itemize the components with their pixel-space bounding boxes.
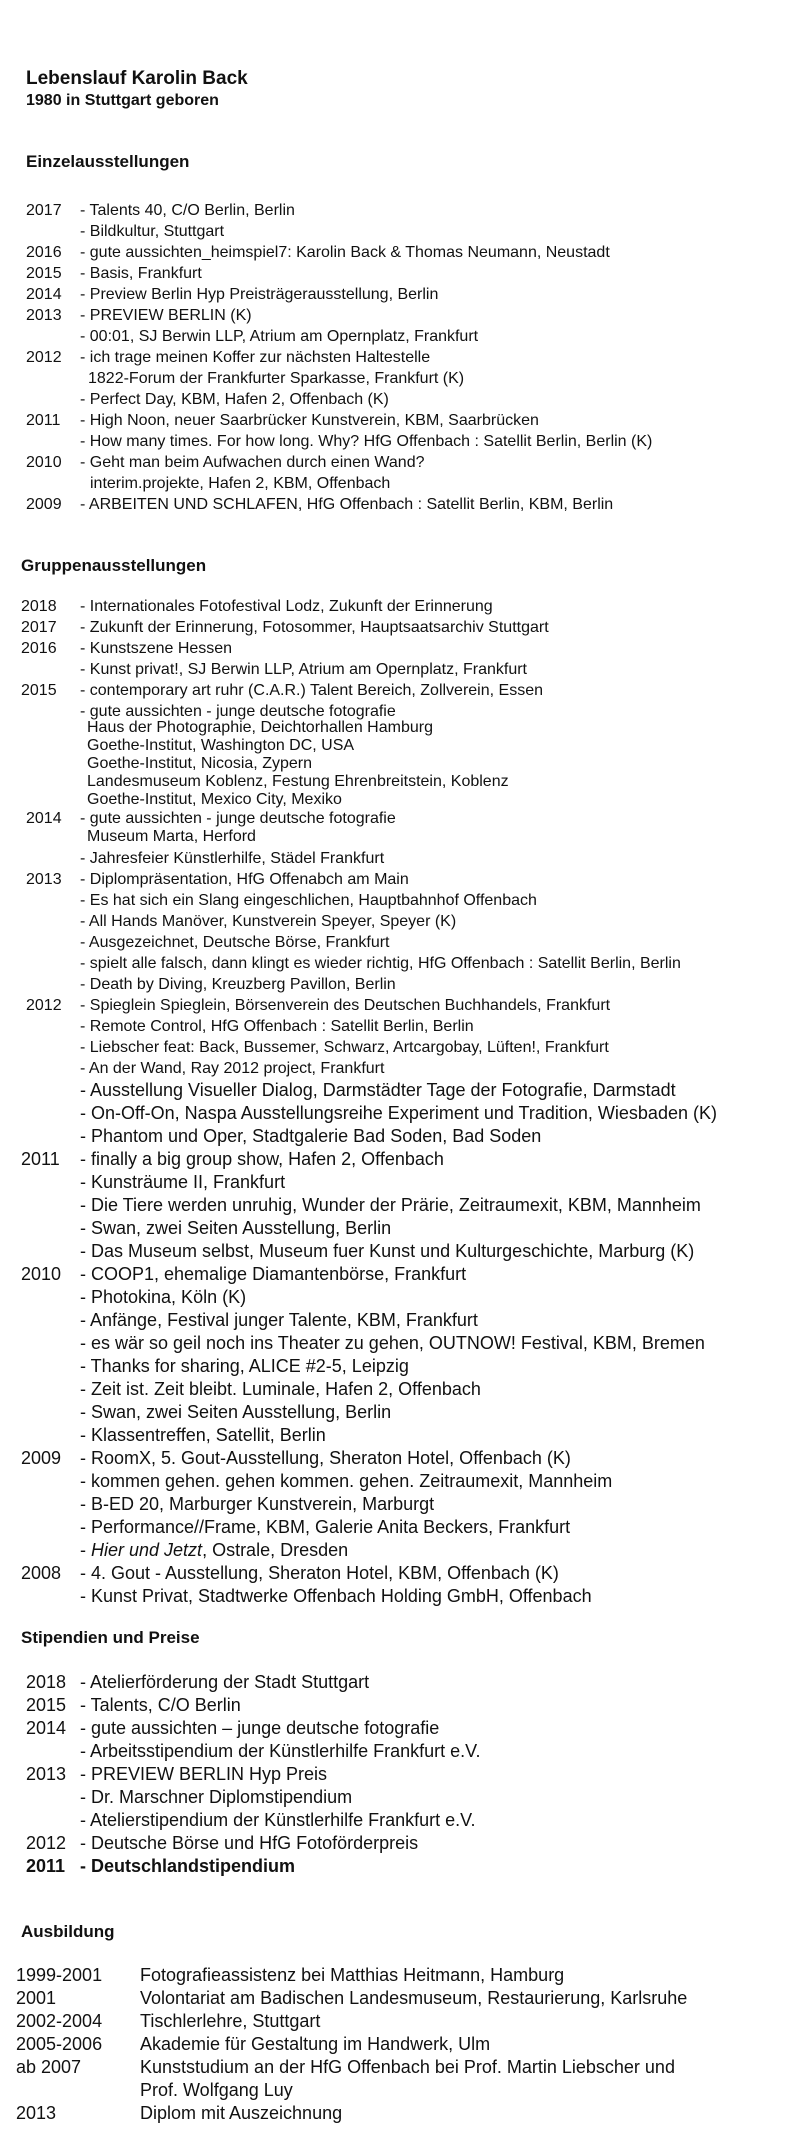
italic-title: Hier und Jetzt [91,1540,203,1560]
page-title: Lebenslauf Karolin Back [26,68,248,89]
section-heading-stipendien: Stipendien und Preise [21,1628,200,1647]
section-heading-gruppenausstellungen: Gruppenausstellungen [21,556,207,575]
page-subtitle: 1980 in Stuttgart geboren [26,92,219,109]
section-heading-einzelausstellungen: Einzelausstellungen [26,152,190,171]
section-heading-ausbildung: Ausbildung [21,1922,115,1941]
